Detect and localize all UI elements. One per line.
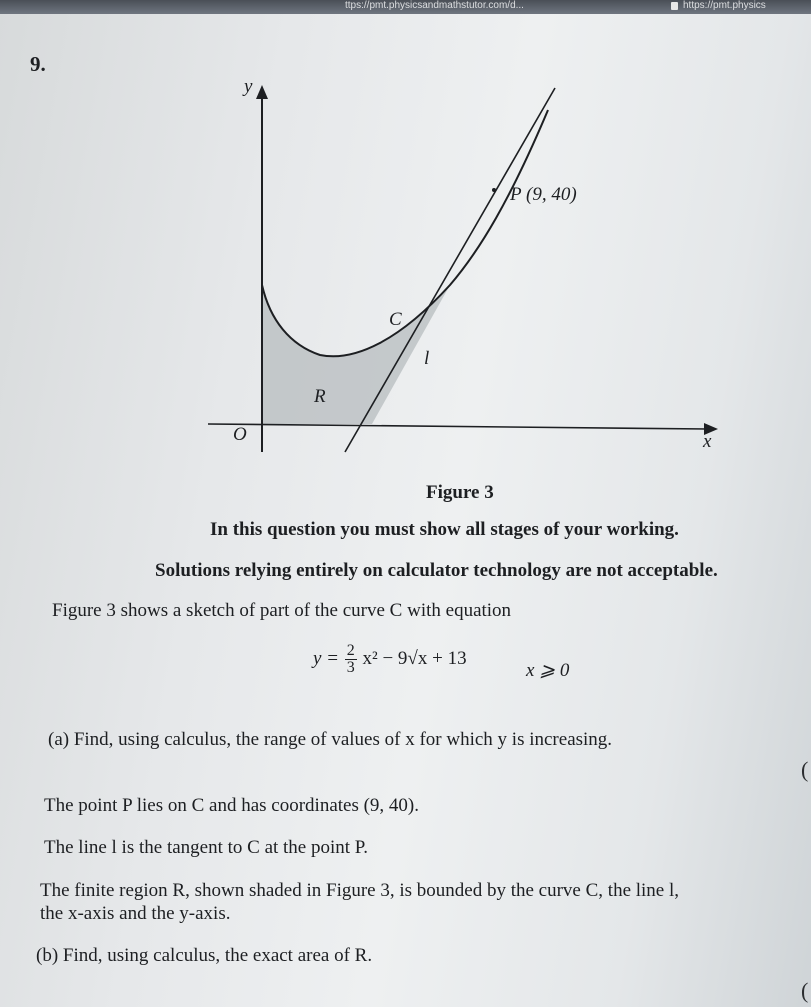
url-text-right[interactable]: https://pmt.physics [683,0,766,11]
curve-c [262,110,548,356]
point-p-statement: The point P lies on C and has coordinates (9, 40). [44,795,420,816]
marks-bracket-a: ( [801,757,809,782]
region-statement-line1: The finite region R, shown shaded in Figure 3, is bounded by the curve C, the line l, [40,880,680,901]
line-l-label: l [424,348,430,369]
tangent-line-l [345,88,555,452]
axis-label-y: y [244,76,253,97]
equation-lhs: y = [313,647,340,669]
equation-domain: x ⩾ 0 [526,660,570,681]
equation-rhs: x² − 9√x + 13 [362,647,467,669]
y-axis-arrow-icon [256,85,268,99]
point-p-label: P (9, 40) [510,184,577,205]
origin-label: O [233,424,247,445]
fraction-denominator: 3 [346,659,355,676]
intro-text: Figure 3 shows a sketch of part of the curve C with equation [52,600,512,621]
figure-3-sketch [0,0,811,480]
part-a-question: (a) Find, using calculus, the range of values of x for which y is increasing. [48,729,613,750]
x-axis [208,424,708,429]
instruction-calculator: Solutions relying entirely on calculator technology are not acceptable. [155,560,718,581]
curve-c-label: C [389,309,402,330]
axis-label-x: x [703,431,712,452]
part-b-question: (b) Find, using calculus, the exact area of R. [36,945,373,966]
instruction-working: In this question you must show all stages of your working. [210,519,679,540]
question-number: 9. [30,52,46,76]
region-r-label: R [314,386,326,407]
region-r-shading [262,285,450,424]
curve-equation [313,643,467,676]
marks-bracket-b: ( [801,978,809,1003]
fraction-numerator: 2 [346,642,355,659]
equation-fraction [345,643,357,676]
url-text-left[interactable]: ttps://pmt.physicsandmathstutor.com/d... [345,0,524,11]
tangent-statement: The line l is the tangent to C at the point P. [44,837,369,858]
region-statement-line2: the x-axis and the y-axis. [40,903,231,924]
point-p-marker [492,188,496,192]
figure-caption: Figure 3 [426,482,494,503]
